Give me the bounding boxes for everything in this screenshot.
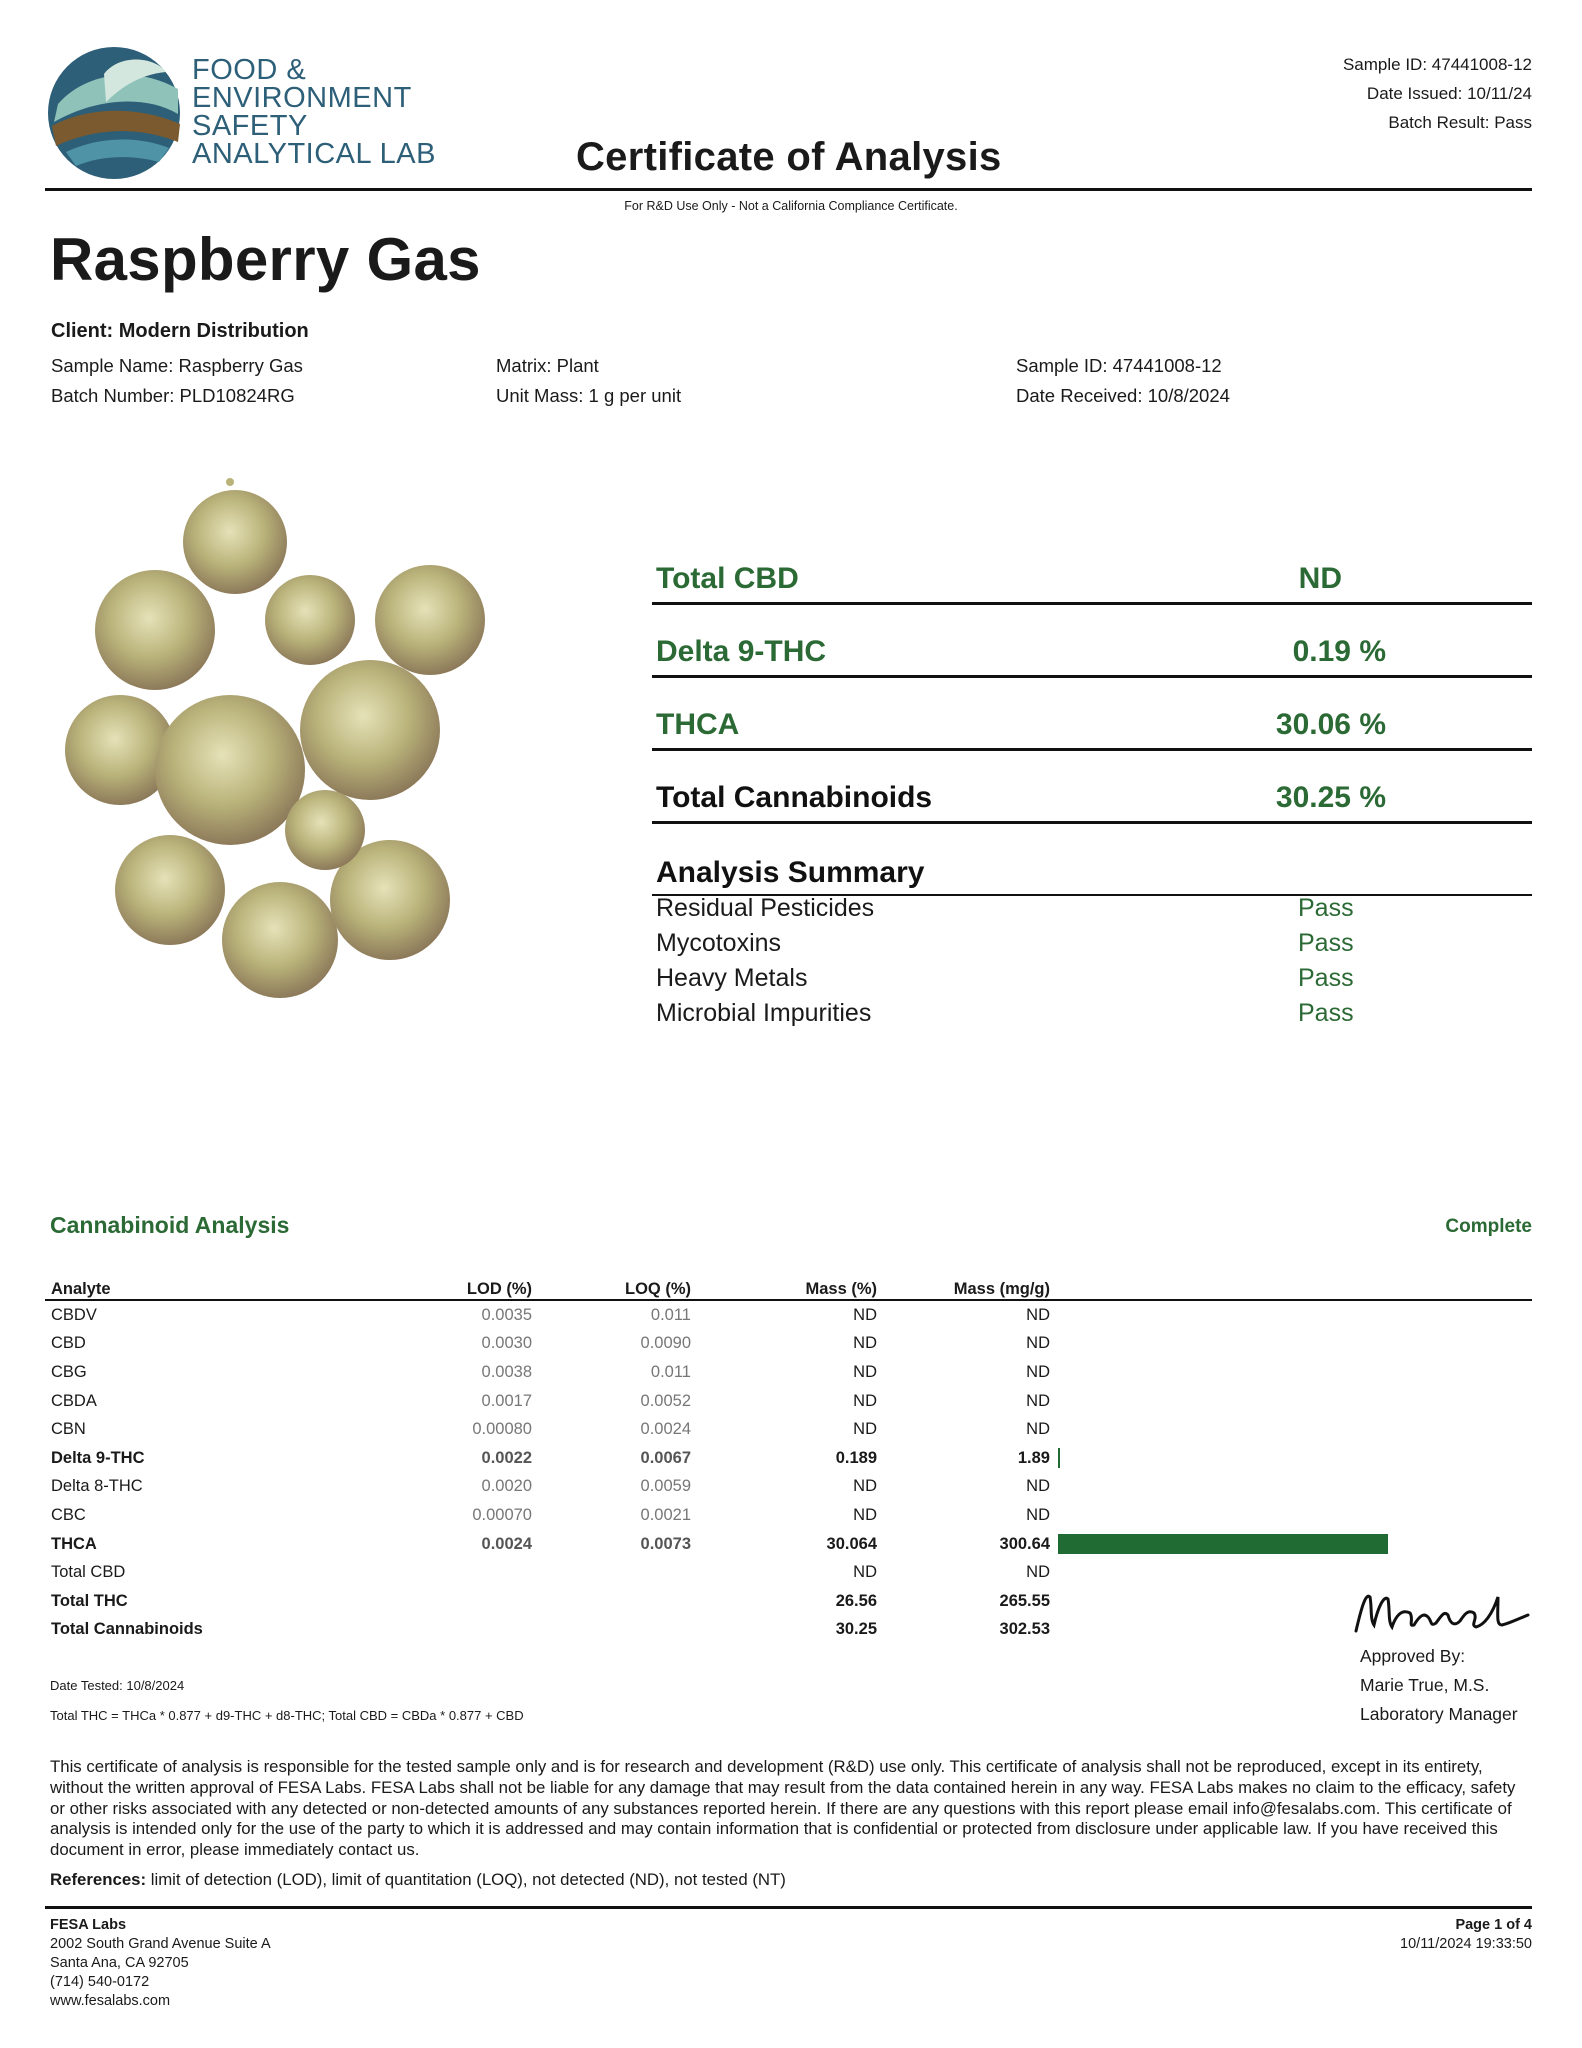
cell-mass-pct: ND	[853, 1420, 877, 1439]
cell-analyte: Total Cannabinoids	[51, 1620, 203, 1639]
cell-loq: 0.011	[650, 1305, 691, 1324]
col-header-analyte: Analyte	[45, 1275, 305, 1300]
cell-analyte: Delta 9-THC	[51, 1448, 145, 1467]
table-row	[45, 1587, 1532, 1616]
cell-loq: 0.0021	[640, 1505, 691, 1524]
client-name: Client: Modern Distribution	[51, 320, 309, 342]
cell-analyte: CBG	[51, 1362, 87, 1381]
footer-company: FESA Labs	[50, 1917, 127, 1933]
cell-mass-pct: ND	[853, 1362, 877, 1381]
cell-mass-mg: 265.55	[999, 1591, 1050, 1610]
table-row	[45, 1300, 1532, 1330]
table-row	[45, 1530, 1532, 1559]
table-row	[45, 1415, 1532, 1444]
header-date-issued: Date Issued: 10/11/24	[1366, 84, 1532, 103]
table-row	[45, 1558, 1532, 1587]
analysis-label: Heavy Metals	[656, 964, 808, 992]
approver-name: Marie True, M.S.	[1360, 1675, 1490, 1695]
cell-mass-bar	[1050, 1530, 1532, 1559]
analysis-summary-heading	[652, 848, 1532, 896]
date-tested: Date Tested: 10/8/2024	[50, 1678, 185, 1693]
summary-row-thca	[652, 692, 1532, 751]
cell-mass-pct: 26.56	[835, 1591, 877, 1610]
cell-mass-pct: ND	[853, 1505, 877, 1524]
cell-mass-mg: 300.64	[999, 1534, 1050, 1553]
analysis-row	[656, 894, 1356, 929]
footer-divider	[45, 1906, 1532, 1909]
cell-lod: 0.0038	[481, 1362, 532, 1381]
references	[50, 1870, 786, 1890]
cannabinoid-table-header	[45, 1275, 1532, 1300]
analysis-row	[656, 964, 1356, 999]
cell-loq	[532, 1616, 691, 1645]
cell-mass-pct: ND	[853, 1563, 877, 1582]
footer-website-link[interactable]: www.fesalabs.com	[50, 1993, 171, 2009]
analysis-summary-title: Analysis Summary	[656, 856, 925, 889]
total-formula: Total THC = THCa * 0.877 + d9-THC + d8-THC; Total CBD = CBDa * 0.877 + CBD	[50, 1708, 524, 1723]
analysis-label: Microbial Impurities	[656, 999, 872, 1027]
cell-loq: 0.0052	[640, 1391, 691, 1410]
table-row	[45, 1473, 1532, 1502]
cell-mass-pct: ND	[853, 1305, 877, 1324]
cannabinoid-analysis-status: Complete	[1445, 1216, 1532, 1237]
summary-row-delta9-thc	[652, 619, 1532, 678]
cell-mass-bar	[1050, 1358, 1532, 1387]
cell-analyte: Delta 8-THC	[51, 1477, 143, 1496]
cell-analyte: CBN	[51, 1420, 86, 1439]
col-header-bar	[1050, 1275, 1532, 1300]
matrix: Matrix: Plant	[496, 355, 599, 376]
cell-mass-mg: ND	[1026, 1334, 1050, 1353]
header-sample-id: Sample ID: 47441008-12	[1342, 55, 1532, 74]
header-meta	[1343, 50, 1532, 137]
cell-mass-pct: 30.25	[835, 1620, 877, 1639]
cell-lod: 0.0024	[481, 1534, 532, 1553]
cell-lod: 0.0017	[481, 1391, 532, 1410]
lab-logo	[44, 44, 184, 182]
mass-bar	[1058, 1448, 1060, 1468]
cell-mass-pct: 30.064	[826, 1534, 877, 1553]
cannabinoid-table	[45, 1275, 1532, 1644]
summary-value: 30.06 %	[1275, 708, 1386, 741]
references-label: References:	[50, 1870, 147, 1889]
lab-name	[192, 56, 436, 168]
approver-role: Laboratory Manager	[1360, 1704, 1518, 1724]
sample-id: Sample ID: 47441008-12	[1016, 355, 1222, 376]
header-divider	[45, 188, 1532, 191]
footer-page-info	[1400, 1916, 1532, 1954]
col-header-lod: LOD (%)	[305, 1275, 532, 1300]
cell-mass-mg: ND	[1026, 1563, 1050, 1582]
footer-page-number: Page 1 of 4	[1455, 1917, 1532, 1933]
cell-mass-bar	[1050, 1558, 1532, 1587]
table-row	[45, 1330, 1532, 1359]
cell-mass-mg: ND	[1026, 1477, 1050, 1496]
table-row	[45, 1501, 1532, 1530]
approval-block	[1360, 1642, 1518, 1729]
batch-number: Batch Number: PLD10824RG	[51, 385, 295, 406]
footer-address-line-1: 2002 South Grand Avenue Suite A	[50, 1936, 271, 1952]
cannabinoid-table-body	[45, 1300, 1532, 1644]
summary-row-total-cbd	[652, 546, 1532, 605]
document-title: Certificate of Analysis	[576, 135, 1002, 179]
cell-loq	[532, 1587, 691, 1616]
cell-lod	[305, 1616, 532, 1645]
summary-label: Delta 9-THC	[656, 635, 827, 668]
cell-mass-bar	[1050, 1330, 1532, 1359]
col-header-mass-mg: Mass (mg/g)	[877, 1275, 1050, 1300]
signature	[1352, 1585, 1530, 1637]
cell-loq: 0.0059	[640, 1477, 691, 1496]
cell-mass-pct: ND	[853, 1334, 877, 1353]
cell-mass-pct: ND	[853, 1391, 877, 1410]
cell-analyte: CBC	[51, 1505, 86, 1524]
col-header-loq: LOQ (%)	[532, 1275, 691, 1300]
cell-analyte: Total THC	[51, 1591, 128, 1610]
cell-mass-bar	[1050, 1300, 1532, 1330]
cell-mass-mg: 302.53	[999, 1620, 1050, 1639]
summary-value: ND	[1298, 562, 1342, 595]
cell-lod: 0.0020	[481, 1477, 532, 1496]
cell-mass-bar	[1050, 1473, 1532, 1502]
sample-title: Raspberry Gas	[50, 226, 481, 293]
lab-name-line-4: ANALYTICAL LAB	[192, 138, 436, 170]
unit-mass: Unit Mass: 1 g per unit	[496, 385, 682, 406]
cell-mass-bar	[1050, 1415, 1532, 1444]
cell-loq: 0.0067	[640, 1448, 691, 1467]
date-received: Date Received: 10/8/2024	[1016, 385, 1230, 406]
analysis-result: Pass	[1298, 929, 1354, 957]
cell-lod: 0.0035	[481, 1305, 532, 1324]
sample-name: Sample Name: Raspberry Gas	[51, 355, 303, 376]
summary-label: Total CBD	[656, 562, 799, 595]
cell-loq: 0.0073	[640, 1534, 691, 1553]
mass-bar	[1058, 1534, 1388, 1554]
analysis-result: Pass	[1298, 894, 1354, 922]
summary-value: 0.19 %	[1292, 635, 1386, 668]
disclaimer: This certificate of analysis is responsible for the tested sample only and is for research and development (R&D) use only. This certificate of analysis shall not be reproduced, except in its entirety, without the written approval of FESA Labs. FESA Labs shall not be liable for any damage that may result from the data contained herein in any way. FESA Labs makes no claim to the efficacy, safety or other risks associated with any detected or non-detected amounts of any substances reported herein. If there are any questions with this report please email info@fesalabs.com. This certificate of analysis is intended only for the use of the party to which it is addressed and may contain information that is confidential or protected from disclosure under applicable law. If you have received this document in error, please immediately contact us.	[50, 1757, 1516, 1860]
cell-mass-mg: ND	[1026, 1305, 1050, 1324]
table-row	[45, 1387, 1532, 1416]
cell-analyte: CBDV	[51, 1305, 97, 1324]
lab-name-line-3: SAFETY	[192, 110, 308, 142]
cell-analyte: Total CBD	[51, 1563, 126, 1582]
lab-name-line-1: FOOD &	[192, 54, 307, 86]
footer-phone: (714) 540-0172	[50, 1974, 150, 1990]
lab-name-line-2: ENVIRONMENT	[192, 82, 412, 114]
references-text: limit of detection (LOD), limit of quantitation (LOQ), not detected (ND), not tested (NT)	[146, 1870, 786, 1889]
summary-label: THCA	[656, 708, 740, 741]
cell-loq	[532, 1558, 691, 1587]
cell-mass-mg: ND	[1026, 1362, 1050, 1381]
document-subtitle: For R&D Use Only - Not a California Compliance Certificate.	[624, 199, 958, 213]
table-row	[45, 1444, 1532, 1473]
cell-lod: 0.00080	[472, 1420, 532, 1439]
header-batch-result: Batch Result: Pass	[1388, 113, 1532, 132]
cell-mass-mg: ND	[1026, 1505, 1050, 1524]
cell-mass-mg: ND	[1026, 1391, 1050, 1410]
cell-analyte: THCA	[51, 1534, 97, 1553]
summary-value: 30.25 %	[1275, 781, 1386, 814]
cell-lod: 0.00070	[472, 1505, 532, 1524]
footer-address	[50, 1916, 271, 2011]
cell-loq: 0.0090	[640, 1334, 691, 1353]
summary-label: Total Cannabinoids	[656, 781, 933, 814]
cell-mass-bar	[1050, 1387, 1532, 1416]
analysis-result: Pass	[1298, 964, 1354, 992]
table-row	[45, 1358, 1532, 1387]
cell-lod: 0.0030	[481, 1334, 532, 1353]
cell-mass-bar	[1050, 1501, 1532, 1530]
cell-mass-pct: 0.189	[835, 1448, 877, 1467]
cell-lod	[305, 1587, 532, 1616]
cell-analyte: CBD	[51, 1334, 86, 1353]
cannabinoid-analysis-title: Cannabinoid Analysis	[50, 1212, 290, 1238]
cell-mass-bar	[1050, 1444, 1532, 1473]
cell-mass-mg: 1.89	[1017, 1448, 1050, 1467]
cell-analyte: CBDA	[51, 1391, 97, 1410]
cell-lod	[305, 1558, 532, 1587]
table-row	[45, 1616, 1532, 1645]
cell-loq: 0.011	[650, 1362, 691, 1381]
cell-mass-mg: ND	[1026, 1420, 1050, 1439]
cell-lod: 0.0022	[481, 1448, 532, 1467]
cell-loq: 0.0024	[640, 1420, 691, 1439]
product-photo	[60, 470, 510, 1030]
summary-row-total-cannabinoids	[652, 765, 1532, 824]
analysis-label: Mycotoxins	[656, 929, 782, 957]
approved-by-label: Approved By:	[1360, 1646, 1466, 1666]
analysis-row	[656, 999, 1356, 1034]
col-header-mass-pct: Mass (%)	[691, 1275, 877, 1300]
analysis-label: Residual Pesticides	[656, 894, 875, 922]
footer-timestamp: 10/11/2024 19:33:50	[1400, 1936, 1532, 1952]
analysis-row	[656, 929, 1356, 964]
footer-address-line-2: Santa Ana, CA 92705	[50, 1955, 189, 1971]
cell-mass-pct: ND	[853, 1477, 877, 1496]
analysis-result: Pass	[1298, 999, 1354, 1027]
